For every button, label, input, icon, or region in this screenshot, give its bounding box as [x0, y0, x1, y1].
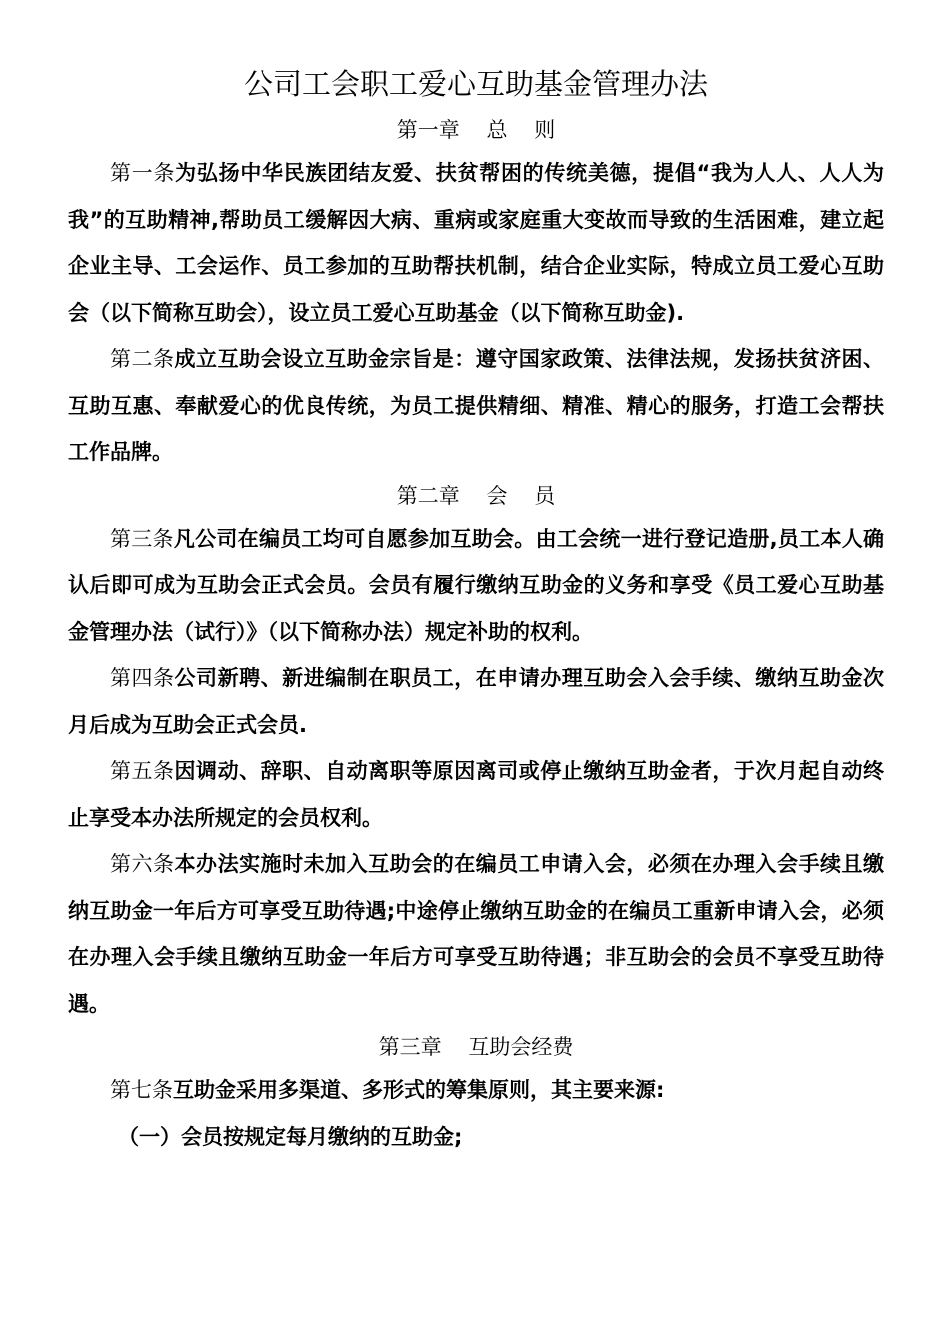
article-3-label: 第三条 — [110, 526, 174, 551]
article-4 — [68, 655, 884, 748]
document-title: 公司工会职工爱心互助基金管理办法 — [243, 67, 708, 101]
article-5-label: 第五条 — [110, 759, 175, 783]
article-7-text: 互助金采用多渠道、多形式的筹集原则，其主要来源: — [173, 1078, 665, 1102]
article-5 — [68, 748, 884, 841]
article-6 — [68, 841, 884, 1027]
article-4-text: 公司新聘、新进编制在职员工，在申请办理互助会入会手续、缴纳互助金次月后成为互助会正式会员. — [68, 666, 885, 737]
article-6-text: 本办法实施时未加入互助会的在编员工申请入会，必须在办理入会手续且缴纳互助金一年后方可享受互助待遇;中途停止缴纳互助金的在编员工重新申请入会，必须在办理入会手续且缴纳互助金一年后方可享受互助待遇；非互助会的会员不享受互助待遇。 — [68, 852, 885, 1016]
article-1 — [68, 150, 884, 336]
article-3 — [68, 516, 884, 656]
chapter-2-heading: 第二章 会 员 — [396, 483, 556, 508]
chapter-3-heading: 第三章 互助会经费 — [378, 1035, 574, 1059]
article-5-text: 因调动、辞职、自动离职等原因离司或停止缴纳互助金者，于次月起自动终止享受本办法所规定的会员权利。 — [68, 759, 885, 830]
article-1-label: 第一条 — [110, 161, 176, 185]
list-item: （一）会员按规定每月缴纳的互助金; — [118, 1124, 463, 1149]
article-1-text: 为弘扬中华民族团结友爱、扶贫帮困的传统美德，提倡“我为人人、人人为我”的互助精神,帮助员工缓解因大病、重病或家庭重大变故而导致的生活困难，建立起企业主导、工会运作、员工参加的互助帮扶机制，结合企业实际，特成立员工爱心互助会（以下简称互助会），设立员工爱心互助基金（以下简称互助金). — [68, 161, 884, 325]
article-2 — [68, 336, 884, 476]
article-2-label: 第二条 — [110, 347, 175, 371]
article-4-label: 第四条 — [110, 666, 175, 690]
article-2-text: 成立互助会设立互助金宗旨是：遵守国家政策、法律法规，发扬扶贫济困、互助互惠、奉献爱心的优良传统，为员工提供精细、精准、精心的服务，打造工会帮扶工作品牌。 — [68, 347, 885, 464]
chapter-1-heading: 第一章 总 则 — [396, 118, 556, 142]
article-7 — [68, 1067, 884, 1114]
article-7-label: 第七条 — [110, 1078, 173, 1102]
article-3-text: 凡公司在编员工均可自愿参加互助会。由工会统一进行登记造册,员工本人确认后即可成为互助会正式会员。会员有履行缴纳互助金的义务和享受《员工爱心互助基金管理办法（试行）》（以下简称办法）规定补助的权利。 — [68, 526, 884, 644]
article-6-label: 第六条 — [110, 852, 175, 876]
